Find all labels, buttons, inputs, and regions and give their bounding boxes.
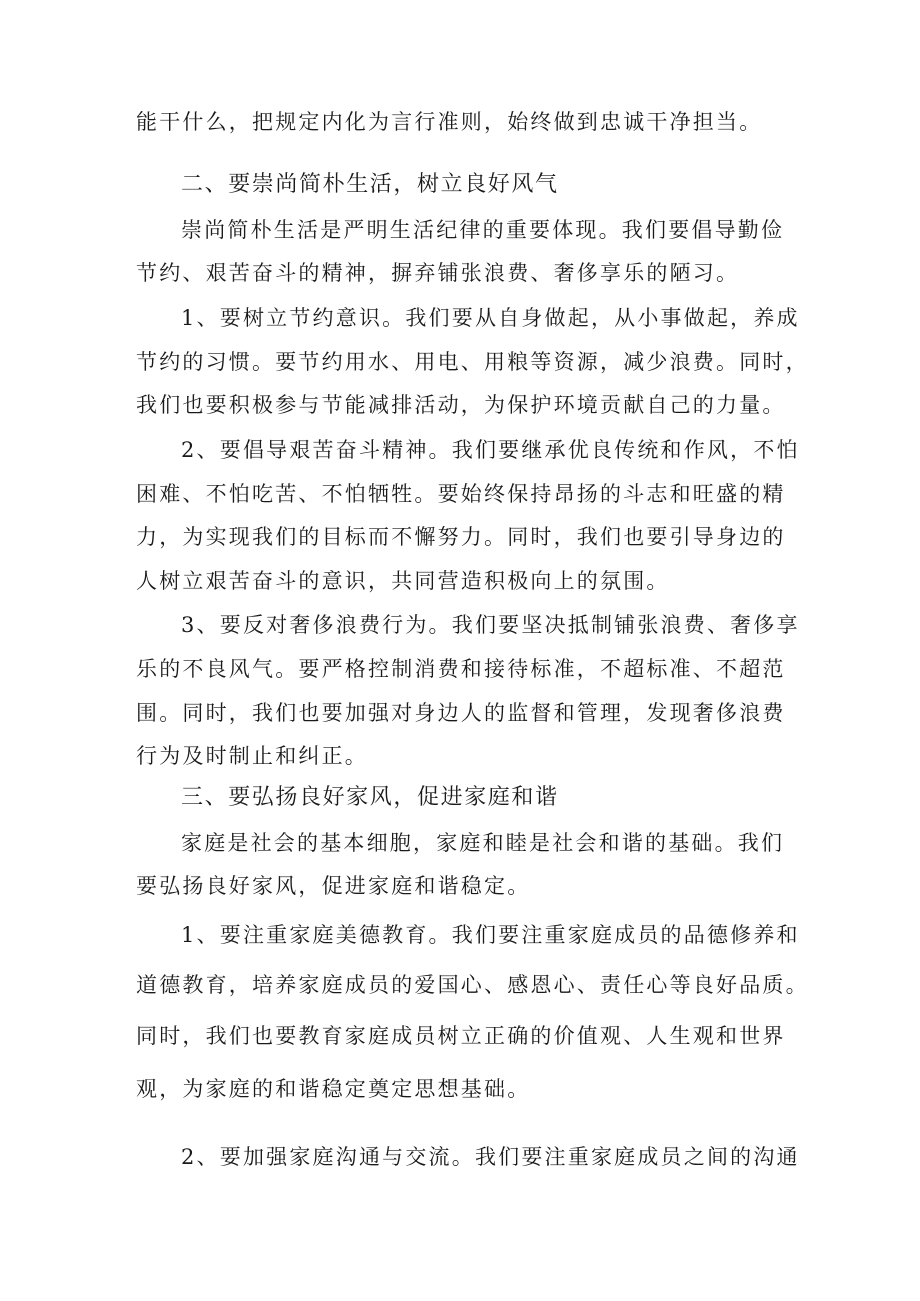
paragraph-line: 观，为家庭的和谐稳定奠定思想基础。 (136, 1077, 531, 1101)
paragraph-line: 节约、艰苦奋斗的精神，摒弃铺张浪费、奢侈享乐的陋习。 (136, 261, 740, 285)
paragraph-line: 家庭是社会的基本细胞，家庭和睦是社会和谐的基础。我们 (181, 831, 785, 855)
section-heading: 三、要弘扬良好家风，促进家庭和谐 (181, 785, 559, 810)
paragraph-line: 节约的习惯。要节约用水、用电、用粮等资源，减少浪费。同时， (136, 350, 809, 374)
paragraph-line: 围。同时，我们也要加强对身边人的监督和管理，发现奢侈浪费 (136, 701, 786, 725)
paragraph-line: 力，为实现我们的目标而不懈努力。同时，我们也要引导身边的 (136, 525, 786, 549)
paragraph-line: 要弘扬良好家风，促进家庭和谐稳定。 (136, 874, 531, 898)
paragraph-line: 道德教育，培养家庭成员的爱国心、感恩心、责任心等良好品质。 (136, 973, 809, 997)
paragraph-line: 乐的不良风气。要严格控制消费和接待标准，不超标准、不超范 (136, 657, 786, 681)
paragraph-line: 人树立艰苦奋斗的意识，共同营造积极向上的氛围。 (136, 569, 670, 593)
paragraph-line: 行为及时制止和纠正。 (136, 744, 368, 768)
paragraph-line: 困难、不怕吃苦、不怕牺牲。要始终保持昂扬的斗志和旺盛的精 (136, 482, 786, 506)
paragraph-line: 我们也要积极参与节能减排活动，为保护环境贡献自己的力量。 (136, 393, 786, 417)
paragraph-line: 能干什么，把规定内化为言行准则，始终做到忠诚干净担当。 (136, 110, 763, 134)
paragraph-line: 崇尚简朴生活是严明生活纪律的重要体现。我们要倡导勤俭 (181, 218, 785, 242)
paragraph-line: 2、要倡导艰苦奋斗精神。我们要继承优良传统和作风，不怕 (181, 438, 800, 462)
paragraph-line: 2、要加强家庭沟通与交流。我们要注重家庭成员之间的沟通 (181, 1145, 800, 1169)
paragraph-line: 3、要反对奢侈浪费行为。我们要坚决抵制铺张浪费、奢侈享 (181, 613, 800, 637)
section-heading: 二、要崇尚简朴生活，树立良好风气 (181, 172, 559, 197)
paragraph-line: 1、要注重家庭美德教育。我们要注重家庭成员的品德修养和 (181, 923, 800, 947)
paragraph-line: 1、要树立节约意识。我们要从自身做起，从小事做起，养成 (181, 306, 800, 330)
paragraph-line: 同时，我们也要教育家庭成员树立正确的价值观、人生观和世界 (136, 1024, 786, 1048)
